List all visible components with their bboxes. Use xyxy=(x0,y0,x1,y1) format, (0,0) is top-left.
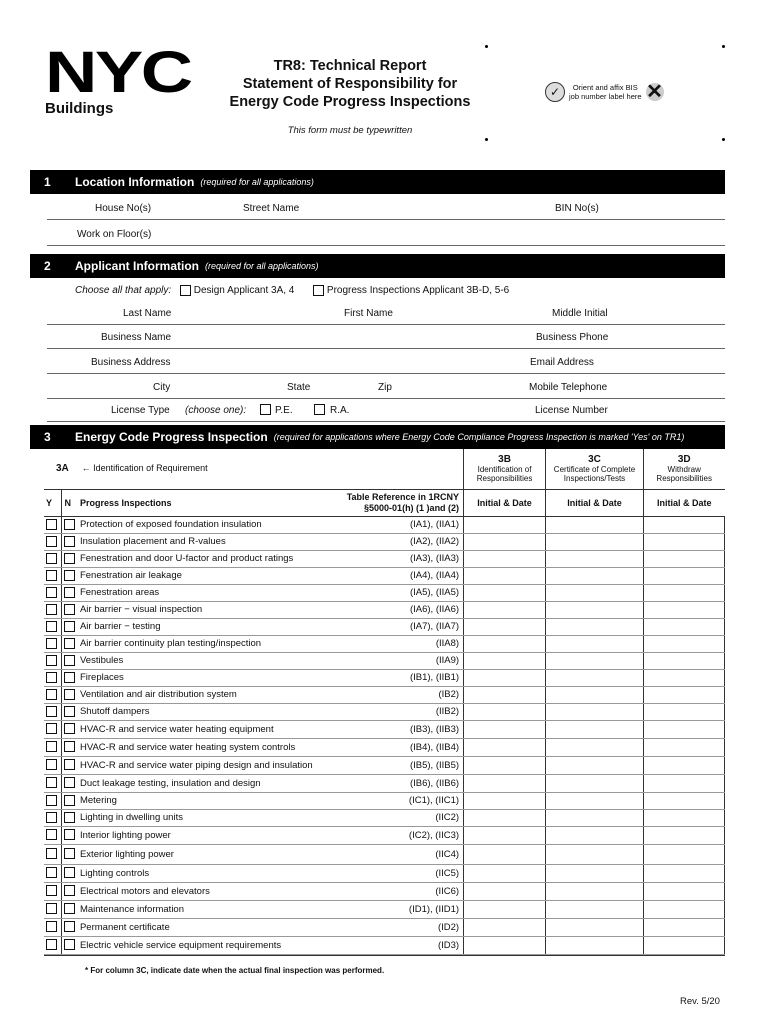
table-reference: (IA7), (IIA7) xyxy=(316,618,464,635)
inspection-label: HVAC-R and service water heating equipment xyxy=(78,720,316,738)
yes-checkbox[interactable] xyxy=(46,672,57,683)
3d-initial-date-cell[interactable] xyxy=(643,533,724,550)
3b-initial-date-cell[interactable] xyxy=(464,652,546,669)
3d-initial-date-cell[interactable] xyxy=(643,756,724,774)
nyc-buildings-logo xyxy=(45,40,191,117)
check-icon: ✓ xyxy=(545,82,565,102)
table-reference: (IA5), (IIA5) xyxy=(316,584,464,601)
table-row xyxy=(44,669,725,686)
table-row xyxy=(44,601,725,618)
3c-initial-date-cell[interactable] xyxy=(546,826,644,844)
choose-label: Choose all that apply: xyxy=(75,285,172,297)
table-reference: (IB6), (IIB6) xyxy=(316,774,464,792)
table-row xyxy=(44,738,725,756)
no-checkbox[interactable] xyxy=(64,570,75,581)
title-line-2: Statement of Responsibility for xyxy=(242,76,458,92)
mobile-label: Mobile Telephone xyxy=(529,382,608,393)
3c-initial-date-cell[interactable] xyxy=(546,550,644,567)
section-2-header xyxy=(30,254,725,278)
no-checkbox[interactable] xyxy=(64,921,75,932)
table-row xyxy=(44,635,725,652)
design-applicant-checkbox[interactable] xyxy=(180,285,191,296)
inspection-label: Fenestration and door U-factor and product ratings xyxy=(78,550,316,567)
yes-checkbox[interactable] xyxy=(46,812,57,823)
3b-initial-date-cell[interactable] xyxy=(464,882,546,900)
yes-checkbox[interactable] xyxy=(46,587,57,598)
no-checkbox[interactable] xyxy=(64,903,75,914)
col-3b-label: 3B xyxy=(498,454,511,466)
inspection-label: Fireplaces xyxy=(78,669,316,686)
inspection-label: Ventilation and air distribution system xyxy=(78,686,316,703)
col-3d-label: 3D xyxy=(677,454,691,466)
table-reference: (IIC2) xyxy=(316,809,464,826)
business-address-label: Business Address xyxy=(91,357,171,368)
registration-dot xyxy=(485,45,488,48)
3c-initial-date-cell[interactable] xyxy=(546,652,644,669)
footnote: * For column 3C, indicate date when the actual final inspection was performed. xyxy=(85,966,385,975)
section-title: Energy Code Progress Inspection xyxy=(75,430,268,444)
no-checkbox[interactable] xyxy=(64,672,75,683)
inspection-label: Vestibules xyxy=(78,652,316,669)
3c-initial-date-cell[interactable] xyxy=(546,882,644,900)
email-label: Email Address xyxy=(530,357,594,368)
inspection-table xyxy=(44,449,725,956)
inspection-label: Fenestration areas xyxy=(78,584,316,601)
3b-initial-date-cell[interactable] xyxy=(464,669,546,686)
table-row xyxy=(44,774,725,792)
3d-initial-date-cell[interactable] xyxy=(643,774,724,792)
yes-checkbox[interactable] xyxy=(46,848,57,859)
no-checkbox[interactable] xyxy=(64,777,75,788)
yes-checkbox[interactable] xyxy=(46,536,57,547)
table-row xyxy=(44,720,725,738)
section-number: 1 xyxy=(44,175,51,189)
3d-initial-date-cell[interactable] xyxy=(643,844,724,864)
choose-one-label: (choose one): xyxy=(185,405,247,416)
3c-initial-date-cell[interactable] xyxy=(546,516,644,533)
progress-applicant-label: Progress Inspections Applicant 3B-D, 5-6 xyxy=(326,285,510,297)
yes-checkbox[interactable] xyxy=(46,741,57,752)
section-note: (required for applications where Energy Code Compliance Progress Inspection is marked 'Yes' on TR1) xyxy=(273,432,685,442)
3d-initial-date-cell[interactable] xyxy=(643,720,724,738)
table-reference: (IIB2) xyxy=(316,703,464,720)
table-row xyxy=(44,652,725,669)
no-checkbox[interactable] xyxy=(64,655,75,666)
yes-checkbox[interactable] xyxy=(46,553,57,564)
table-reference: (IIC4) xyxy=(316,844,464,864)
table-reference: (ID3) xyxy=(316,936,464,954)
table-row xyxy=(44,618,725,635)
table-row xyxy=(44,936,725,954)
3c-initial-date-cell[interactable] xyxy=(546,567,644,584)
cross-icon: ✕ xyxy=(646,81,663,103)
yes-checkbox[interactable] xyxy=(46,689,57,700)
3b-initial-date-cell[interactable] xyxy=(464,516,546,533)
inspection-label: Duct leakage testing, insulation and design xyxy=(78,774,316,792)
3c-initial-date-cell[interactable] xyxy=(546,900,644,918)
yes-checkbox[interactable] xyxy=(46,829,57,840)
page-title xyxy=(215,57,485,111)
3c-initial-date-cell[interactable] xyxy=(546,738,644,756)
inspection-label: Permanent certificate xyxy=(78,918,316,936)
inspection-label: Electric vehicle service equipment requirements xyxy=(78,936,316,954)
table-reference: (IA3), (IIA3) xyxy=(316,550,464,567)
3b-initial-date-cell[interactable] xyxy=(464,550,546,567)
registration-dot xyxy=(722,138,725,141)
3c-initial-date-cell[interactable] xyxy=(546,844,644,864)
no-checkbox[interactable] xyxy=(64,587,75,598)
progress-inspections-header: Progress Inspections xyxy=(78,489,316,516)
yes-checkbox[interactable] xyxy=(46,795,57,806)
col-3b-desc: Identification of Responsibilities xyxy=(476,465,533,484)
inspection-label: Exterior lighting power xyxy=(78,844,316,864)
no-checkbox[interactable] xyxy=(64,638,75,649)
section-3-header xyxy=(30,425,725,449)
inspection-label: Maintenance information xyxy=(78,900,316,918)
table-row xyxy=(44,882,725,900)
table-reference: (ID1), (IID1) xyxy=(316,900,464,918)
3b-initial-date-cell[interactable] xyxy=(464,844,546,864)
3d-initial-date-cell[interactable] xyxy=(643,618,724,635)
no-checkbox[interactable] xyxy=(64,848,75,859)
3c-initial-date-cell[interactable] xyxy=(546,703,644,720)
table-reference: (IA6), (IIA6) xyxy=(316,601,464,618)
no-checkbox[interactable] xyxy=(64,536,75,547)
3b-initial-date-cell[interactable] xyxy=(464,703,546,720)
applicant-type-row xyxy=(75,285,509,296)
3b-initial-date-cell[interactable] xyxy=(464,918,546,936)
yes-checkbox[interactable] xyxy=(46,921,57,932)
yes-checkbox[interactable] xyxy=(46,759,57,770)
inspection-label: Insulation placement and R-values xyxy=(78,533,316,550)
yes-checkbox[interactable] xyxy=(46,903,57,914)
3b-initial-date-cell[interactable] xyxy=(464,936,546,954)
table-reference: (IIC5) xyxy=(316,864,464,882)
3b-initial-date-cell[interactable] xyxy=(464,686,546,703)
inspection-label: Electrical motors and elevators xyxy=(78,882,316,900)
no-checkbox[interactable] xyxy=(64,829,75,840)
table-reference: (IB4), (IIB4) xyxy=(316,738,464,756)
3b-initial-date-cell[interactable] xyxy=(464,618,546,635)
inspection-label: Air barrier − visual inspection xyxy=(78,601,316,618)
yes-checkbox[interactable] xyxy=(46,777,57,788)
3c-initial-date-cell[interactable] xyxy=(546,756,644,774)
logo-text: NYC xyxy=(45,40,191,105)
3c-initial-date-cell[interactable] xyxy=(546,618,644,635)
table-reference: (IC1), (IIC1) xyxy=(316,792,464,809)
zip-label: Zip xyxy=(378,382,392,393)
3b-initial-date-cell[interactable] xyxy=(464,826,546,844)
col-3d-desc: Withdraw Responsibilities xyxy=(656,465,713,484)
3c-initial-date-cell[interactable] xyxy=(546,918,644,936)
yes-checkbox[interactable] xyxy=(46,706,57,717)
no-checkbox[interactable] xyxy=(64,553,75,564)
ra-label: R.A. xyxy=(330,405,350,416)
table-row xyxy=(44,516,725,533)
label-note-2: job number label here xyxy=(569,92,642,101)
pe-label: P.E. xyxy=(275,405,293,416)
no-checkbox[interactable] xyxy=(64,741,75,752)
3b-initial-date-cell[interactable] xyxy=(464,774,546,792)
3d-initial-date-cell[interactable] xyxy=(643,918,724,936)
no-checkbox[interactable] xyxy=(64,867,75,878)
city-label: City xyxy=(153,382,171,393)
3b-initial-date-cell[interactable] xyxy=(464,533,546,550)
no-checkbox[interactable] xyxy=(64,706,75,717)
middle-initial-label: Middle Initial xyxy=(552,308,608,319)
table-row xyxy=(44,686,725,703)
registration-dot xyxy=(722,45,725,48)
3d-initial-date-cell[interactable] xyxy=(643,567,724,584)
table-row xyxy=(44,900,725,918)
pe-checkbox[interactable] xyxy=(260,404,271,415)
yes-checkbox[interactable] xyxy=(46,867,57,878)
3c-initial-date-cell[interactable] xyxy=(546,720,644,738)
table-row xyxy=(44,550,725,567)
table-reference: (IB5), (IIB5) xyxy=(316,756,464,774)
section-note: (required for all applications) xyxy=(200,177,314,187)
table-reference: (IIC6) xyxy=(316,882,464,900)
table-row xyxy=(44,584,725,601)
progress-applicant-checkbox[interactable] xyxy=(313,285,324,296)
no-checkbox[interactable] xyxy=(64,689,75,700)
table-reference: (ID2) xyxy=(316,918,464,936)
section-note: (required for all applications) xyxy=(205,261,319,271)
3b-initial-date-cell[interactable] xyxy=(464,900,546,918)
inspection-label: Lighting in dwelling units xyxy=(78,809,316,826)
table-ref-line-1: Table Reference in 1RCNY xyxy=(346,491,460,502)
yes-checkbox[interactable] xyxy=(46,519,57,530)
label-note-1: Orient and affix BIS xyxy=(572,83,638,92)
section-title: Applicant Information xyxy=(75,259,199,273)
table-row xyxy=(44,918,725,936)
first-name-label: First Name xyxy=(344,308,393,319)
3b-initial-date-cell[interactable] xyxy=(464,792,546,809)
3d-initial-date-cell[interactable] xyxy=(643,900,724,918)
col-3c-desc: Certificate of Complete Inspections/Tests xyxy=(553,465,636,484)
no-checkbox[interactable] xyxy=(64,812,75,823)
3d-initial-date-cell[interactable] xyxy=(643,601,724,618)
yes-header: Y xyxy=(44,489,62,516)
title-line-1: TR8: Technical Report xyxy=(273,58,427,74)
no-checkbox[interactable] xyxy=(64,621,75,632)
no-header: N xyxy=(62,489,78,516)
3c-initial-date-cell[interactable] xyxy=(546,635,644,652)
table-reference: (IB2) xyxy=(316,686,464,703)
3d-initial-date-cell[interactable] xyxy=(643,826,724,844)
col-3a-desc: ← Identification of Requirement xyxy=(81,463,208,474)
3d-initial-date-cell[interactable] xyxy=(643,936,724,954)
bin-no-label: BIN No(s) xyxy=(555,203,599,214)
inspection-label: Air barrier continuity plan testing/inspection xyxy=(78,635,316,652)
table-reference: (IB3), (IIB3) xyxy=(316,720,464,738)
no-checkbox[interactable] xyxy=(64,795,75,806)
work-floor-label: Work on Floor(s) xyxy=(77,229,152,240)
3d-initial-date-cell[interactable] xyxy=(643,864,724,882)
section-number: 2 xyxy=(44,259,51,273)
business-phone-label: Business Phone xyxy=(536,332,609,343)
table-row xyxy=(44,826,725,844)
no-checkbox[interactable] xyxy=(64,604,75,615)
subtitle: This form must be typewritten xyxy=(287,125,413,136)
3c-initial-date-cell[interactable] xyxy=(546,686,644,703)
bis-label-area xyxy=(545,82,675,102)
3b-initial-date-cell[interactable] xyxy=(464,720,546,738)
table-row xyxy=(44,533,725,550)
inspection-label: HVAC-R and service water heating system controls xyxy=(78,738,316,756)
3d-initial-date-cell[interactable] xyxy=(643,686,724,703)
yes-checkbox[interactable] xyxy=(46,621,57,632)
floor-row[interactable] xyxy=(47,222,725,246)
table-reference: (IB1), (IIB1) xyxy=(316,669,464,686)
3d-initial-date-cell[interactable] xyxy=(643,792,724,809)
3c-initial-date-cell[interactable] xyxy=(546,936,644,954)
3b-initial-date-cell[interactable] xyxy=(464,635,546,652)
3b-initial-date-cell[interactable] xyxy=(464,584,546,601)
table-row xyxy=(44,844,725,864)
3d-initial-date-cell[interactable] xyxy=(643,635,724,652)
3d-initial-date-cell[interactable] xyxy=(643,669,724,686)
3c-initial-date-cell[interactable] xyxy=(546,864,644,882)
table-reference: (IA1), (IIA1) xyxy=(316,516,464,533)
yes-checkbox[interactable] xyxy=(46,570,57,581)
inspection-label: Interior lighting power xyxy=(78,826,316,844)
table-reference: (IA2), (IIA2) xyxy=(316,533,464,550)
col-3c-label: 3C xyxy=(588,454,601,466)
3d-initial-date-cell[interactable] xyxy=(643,809,724,826)
inspection-label: Shutoff dampers xyxy=(78,703,316,720)
location-row[interactable] xyxy=(47,196,725,220)
col-3a-label: 3A xyxy=(56,463,69,475)
3b-initial-date-cell[interactable] xyxy=(464,864,546,882)
license-number-label: License Number xyxy=(535,405,608,416)
3d-initial-date-cell[interactable] xyxy=(643,882,724,900)
no-checkbox[interactable] xyxy=(64,723,75,734)
3b-initial-date-header: Initial & Date xyxy=(464,489,546,516)
3d-initial-date-cell[interactable] xyxy=(643,652,724,669)
3b-initial-date-cell[interactable] xyxy=(464,809,546,826)
3b-initial-date-cell[interactable] xyxy=(464,738,546,756)
3d-initial-date-cell[interactable] xyxy=(643,738,724,756)
no-checkbox[interactable] xyxy=(64,885,75,896)
yes-checkbox[interactable] xyxy=(46,885,57,896)
inspection-label: Fenestration air leakage xyxy=(78,567,316,584)
house-no-label: House No(s) xyxy=(95,203,152,214)
yes-checkbox[interactable] xyxy=(46,655,57,666)
inspection-label: Lighting controls xyxy=(78,864,316,882)
table-row xyxy=(44,809,725,826)
table-row xyxy=(44,567,725,584)
inspection-label: HVAC-R and service water piping design and insulation xyxy=(78,756,316,774)
name-row[interactable] xyxy=(47,301,725,325)
logo-subtext: Buildings xyxy=(45,100,114,117)
table-ref-line-2: §5000-01(h) (1 )and (2) xyxy=(364,502,460,513)
street-name-label: Street Name xyxy=(243,203,300,214)
registration-dot xyxy=(485,138,488,141)
table-reference: (IIA9) xyxy=(316,652,464,669)
table-reference: (IA4), (IIA4) xyxy=(316,567,464,584)
design-applicant-label: Design Applicant 3A, 4 xyxy=(193,285,295,297)
3c-initial-date-cell[interactable] xyxy=(546,669,644,686)
section-1-header xyxy=(30,170,725,194)
yes-checkbox[interactable] xyxy=(46,638,57,649)
yes-checkbox[interactable] xyxy=(46,723,57,734)
license-type-label: License Type xyxy=(111,405,170,416)
no-checkbox[interactable] xyxy=(64,759,75,770)
table-row xyxy=(44,703,725,720)
3b-initial-date-cell[interactable] xyxy=(464,567,546,584)
3d-initial-date-header: Initial & Date xyxy=(643,489,724,516)
3c-initial-date-cell[interactable] xyxy=(546,792,644,809)
3c-initial-date-cell[interactable] xyxy=(546,601,644,618)
title-line-3: Energy Code Progress Inspections xyxy=(229,94,471,110)
revision: Rev. 5/20 xyxy=(680,996,720,1007)
3d-initial-date-cell[interactable] xyxy=(643,550,724,567)
yes-checkbox[interactable] xyxy=(46,604,57,615)
3c-initial-date-cell[interactable] xyxy=(546,774,644,792)
inspection-label: Metering xyxy=(78,792,316,809)
city-row[interactable] xyxy=(47,375,725,399)
section-number: 3 xyxy=(44,430,51,444)
yes-checkbox[interactable] xyxy=(46,939,57,950)
inspection-label: Air barrier − testing xyxy=(78,618,316,635)
3d-initial-date-cell[interactable] xyxy=(643,703,724,720)
3d-initial-date-cell[interactable] xyxy=(643,516,724,533)
business-address-row[interactable] xyxy=(47,350,725,374)
table-reference: (IC2), (IIC3) xyxy=(316,826,464,844)
ra-checkbox[interactable] xyxy=(314,404,325,415)
3c-initial-date-header: Initial & Date xyxy=(546,489,644,516)
last-name-label: Last Name xyxy=(123,308,172,319)
license-row[interactable] xyxy=(47,398,725,422)
3b-initial-date-cell[interactable] xyxy=(464,756,546,774)
business-name-row[interactable] xyxy=(47,325,725,349)
table-row xyxy=(44,756,725,774)
no-checkbox[interactable] xyxy=(64,519,75,530)
3c-initial-date-cell[interactable] xyxy=(546,584,644,601)
section-title: Location Information xyxy=(75,175,195,189)
table-reference: (IIA8) xyxy=(316,635,464,652)
table-row xyxy=(44,792,725,809)
inspection-label: Protection of exposed foundation insulation xyxy=(78,516,316,533)
state-label: State xyxy=(287,382,311,393)
3c-initial-date-cell[interactable] xyxy=(546,533,644,550)
3d-initial-date-cell[interactable] xyxy=(643,584,724,601)
3c-initial-date-cell[interactable] xyxy=(546,809,644,826)
business-name-label: Business Name xyxy=(101,332,172,343)
table-row xyxy=(44,864,725,882)
no-checkbox[interactable] xyxy=(64,939,75,950)
3b-initial-date-cell[interactable] xyxy=(464,601,546,618)
